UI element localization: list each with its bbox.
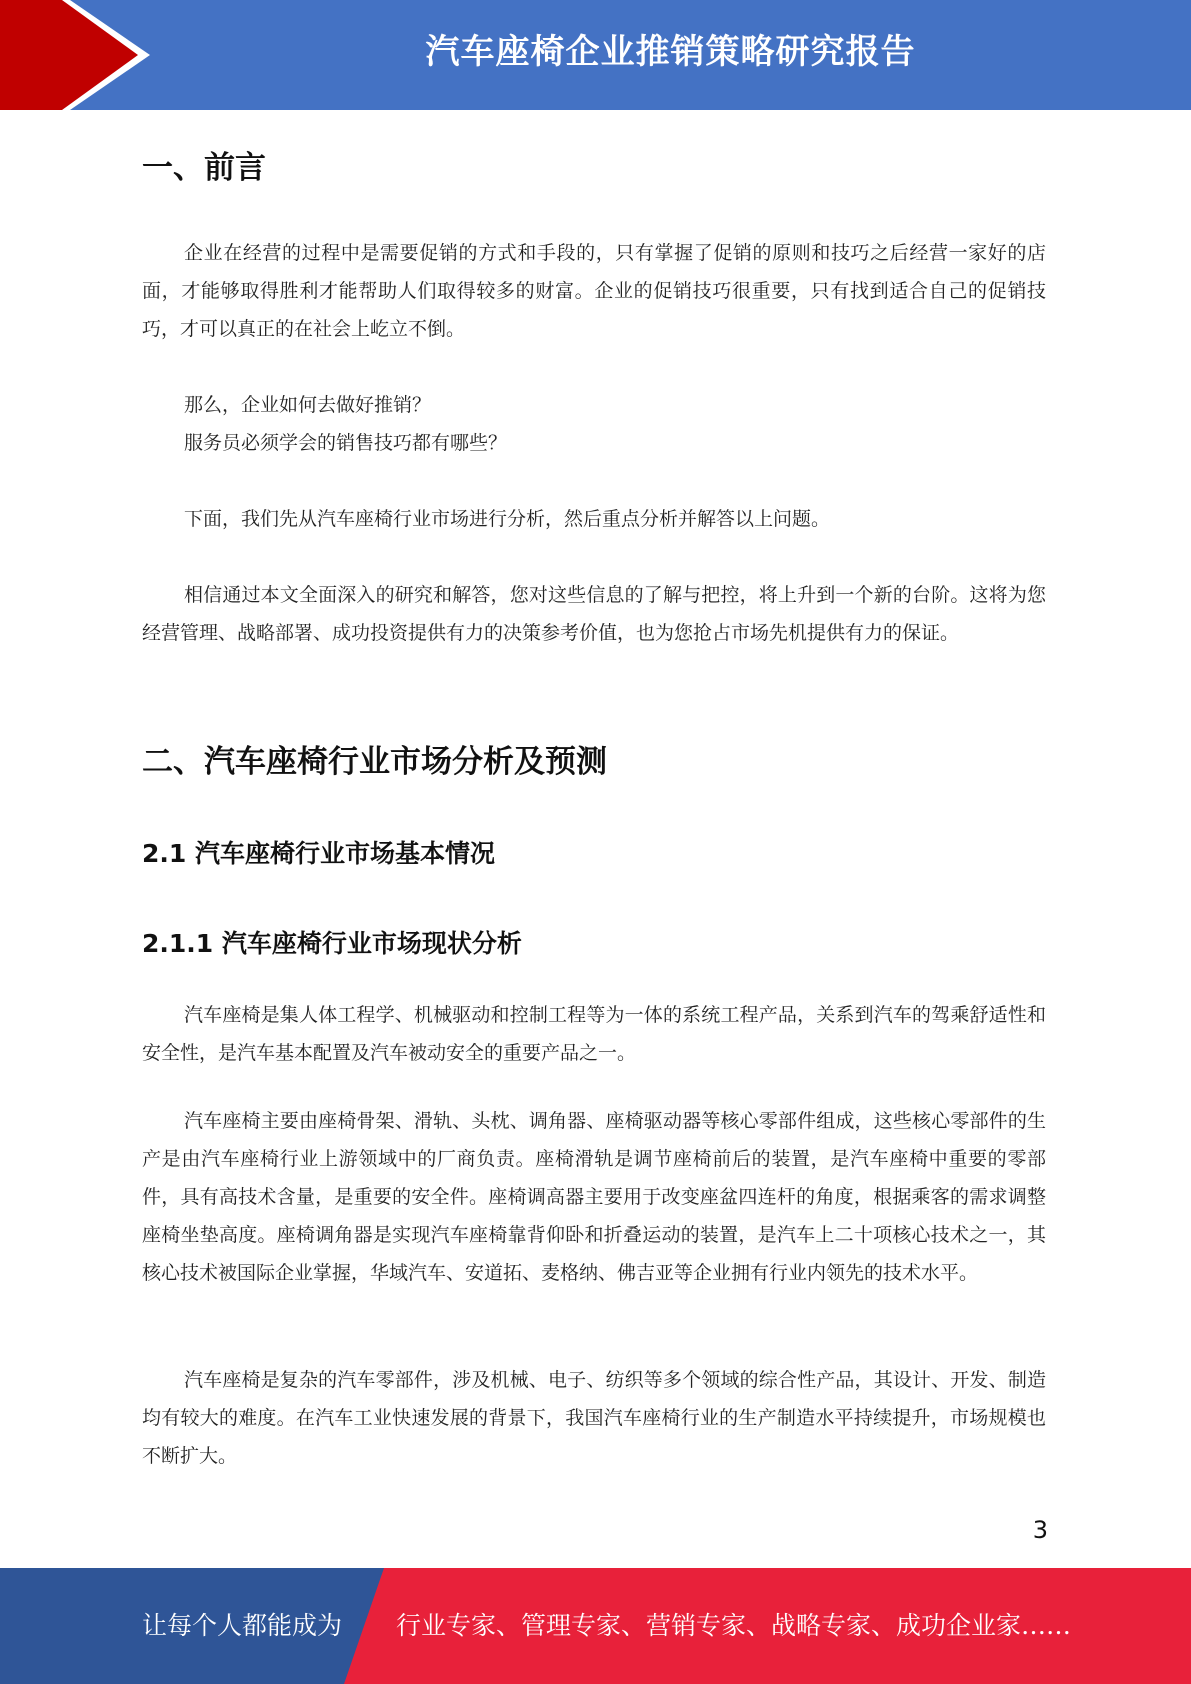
- footer-slogan-left: 让每个人都能成为: [142, 1611, 343, 1640]
- market-paragraph-1: 汽车座椅是集人体工程学、机械驱动和控制工程等为一体的系统工程产品，关系到汽车的驾乘舒适性和安全性，是汽车基本配置及汽车被动安全的重要产品之一。: [142, 1004, 1046, 1064]
- page-number: 3: [1032, 1516, 1048, 1544]
- preface-paragraph-1: 企业在经营的过程中是需要促销的方式和手段的，只有掌握了促销的原则和技巧之后经营一家好的店面，才能够取得胜利才能帮助人们取得较多的财富。企业的促销技巧很重要，只有找到适合自己的促销技巧，才可以真正的在社会上屹立不倒。: [142, 242, 1046, 340]
- footer-banner: [0, 1568, 1191, 1684]
- header-arrow-icon: [0, 0, 160, 110]
- section-title-market-analysis: 二、汽车座椅行业市场分析及预测: [142, 744, 607, 780]
- preface-question-1: 那么，企业如何去做好推销？: [184, 394, 432, 416]
- section-title-preface: 一、前言: [142, 150, 266, 186]
- footer-slogan-right: 行业专家、管理专家、营销专家、战略专家、成功企业家……: [396, 1611, 1072, 1640]
- preface-paragraph-3: 相信通过本文全面深入的研究和解答，您对这些信息的了解与把控，将上升到一个新的台阶。这将为您经营管理、战略部署、成功投资提供有力的决策参考价值，也为您抢占市场先机提供有力的保证。: [142, 584, 1046, 644]
- report-title: 汽车座椅企业推销策略研究报告: [425, 32, 916, 72]
- subsection-title-2-1: 2.1 汽车座椅行业市场基本情况: [142, 839, 495, 868]
- market-paragraph-2: 汽车座椅主要由座椅骨架、滑轨、头枕、调角器、座椅驱动器等核心零部件组成，这些核心零部件的生产是由汽车座椅行业上游领域中的厂商负责。座椅滑轨是调节座椅前后的装置，是汽车座椅中重要的零部件，具有高技术含量，是重要的安全件。座椅调高器主要用于改变座盆四连杆的角度，根据乘客的需求调整座椅坐垫高度。座椅调角器是实现汽车座椅靠背仰卧和折叠运动的装置，是汽车上二十项核心技术之一，其核心技术被国际企业掌握，华域汽车、安道拓、麦格纳、佛吉亚等企业拥有行业内领先的技术水平。: [142, 1110, 1046, 1284]
- header-banner: [0, 0, 1191, 110]
- market-paragraph-3: 汽车座椅是复杂的汽车零部件，涉及机械、电子、纺织等多个领域的综合性产品，其设计、开发、制造均有较大的难度。在汽车工业快速发展的背景下，我国汽车座椅行业的生产制造水平持续提升，市场规模也不断扩大。: [142, 1369, 1046, 1467]
- preface-paragraph-2: 下面，我们先从汽车座椅行业市场进行分析，然后重点分析并解答以上问题。: [184, 508, 831, 530]
- subsection-title-2-1-1: 2.1.1 汽车座椅行业市场现状分析: [142, 929, 522, 958]
- preface-question-2: 服务员必须学会的销售技巧都有哪些？: [184, 432, 508, 454]
